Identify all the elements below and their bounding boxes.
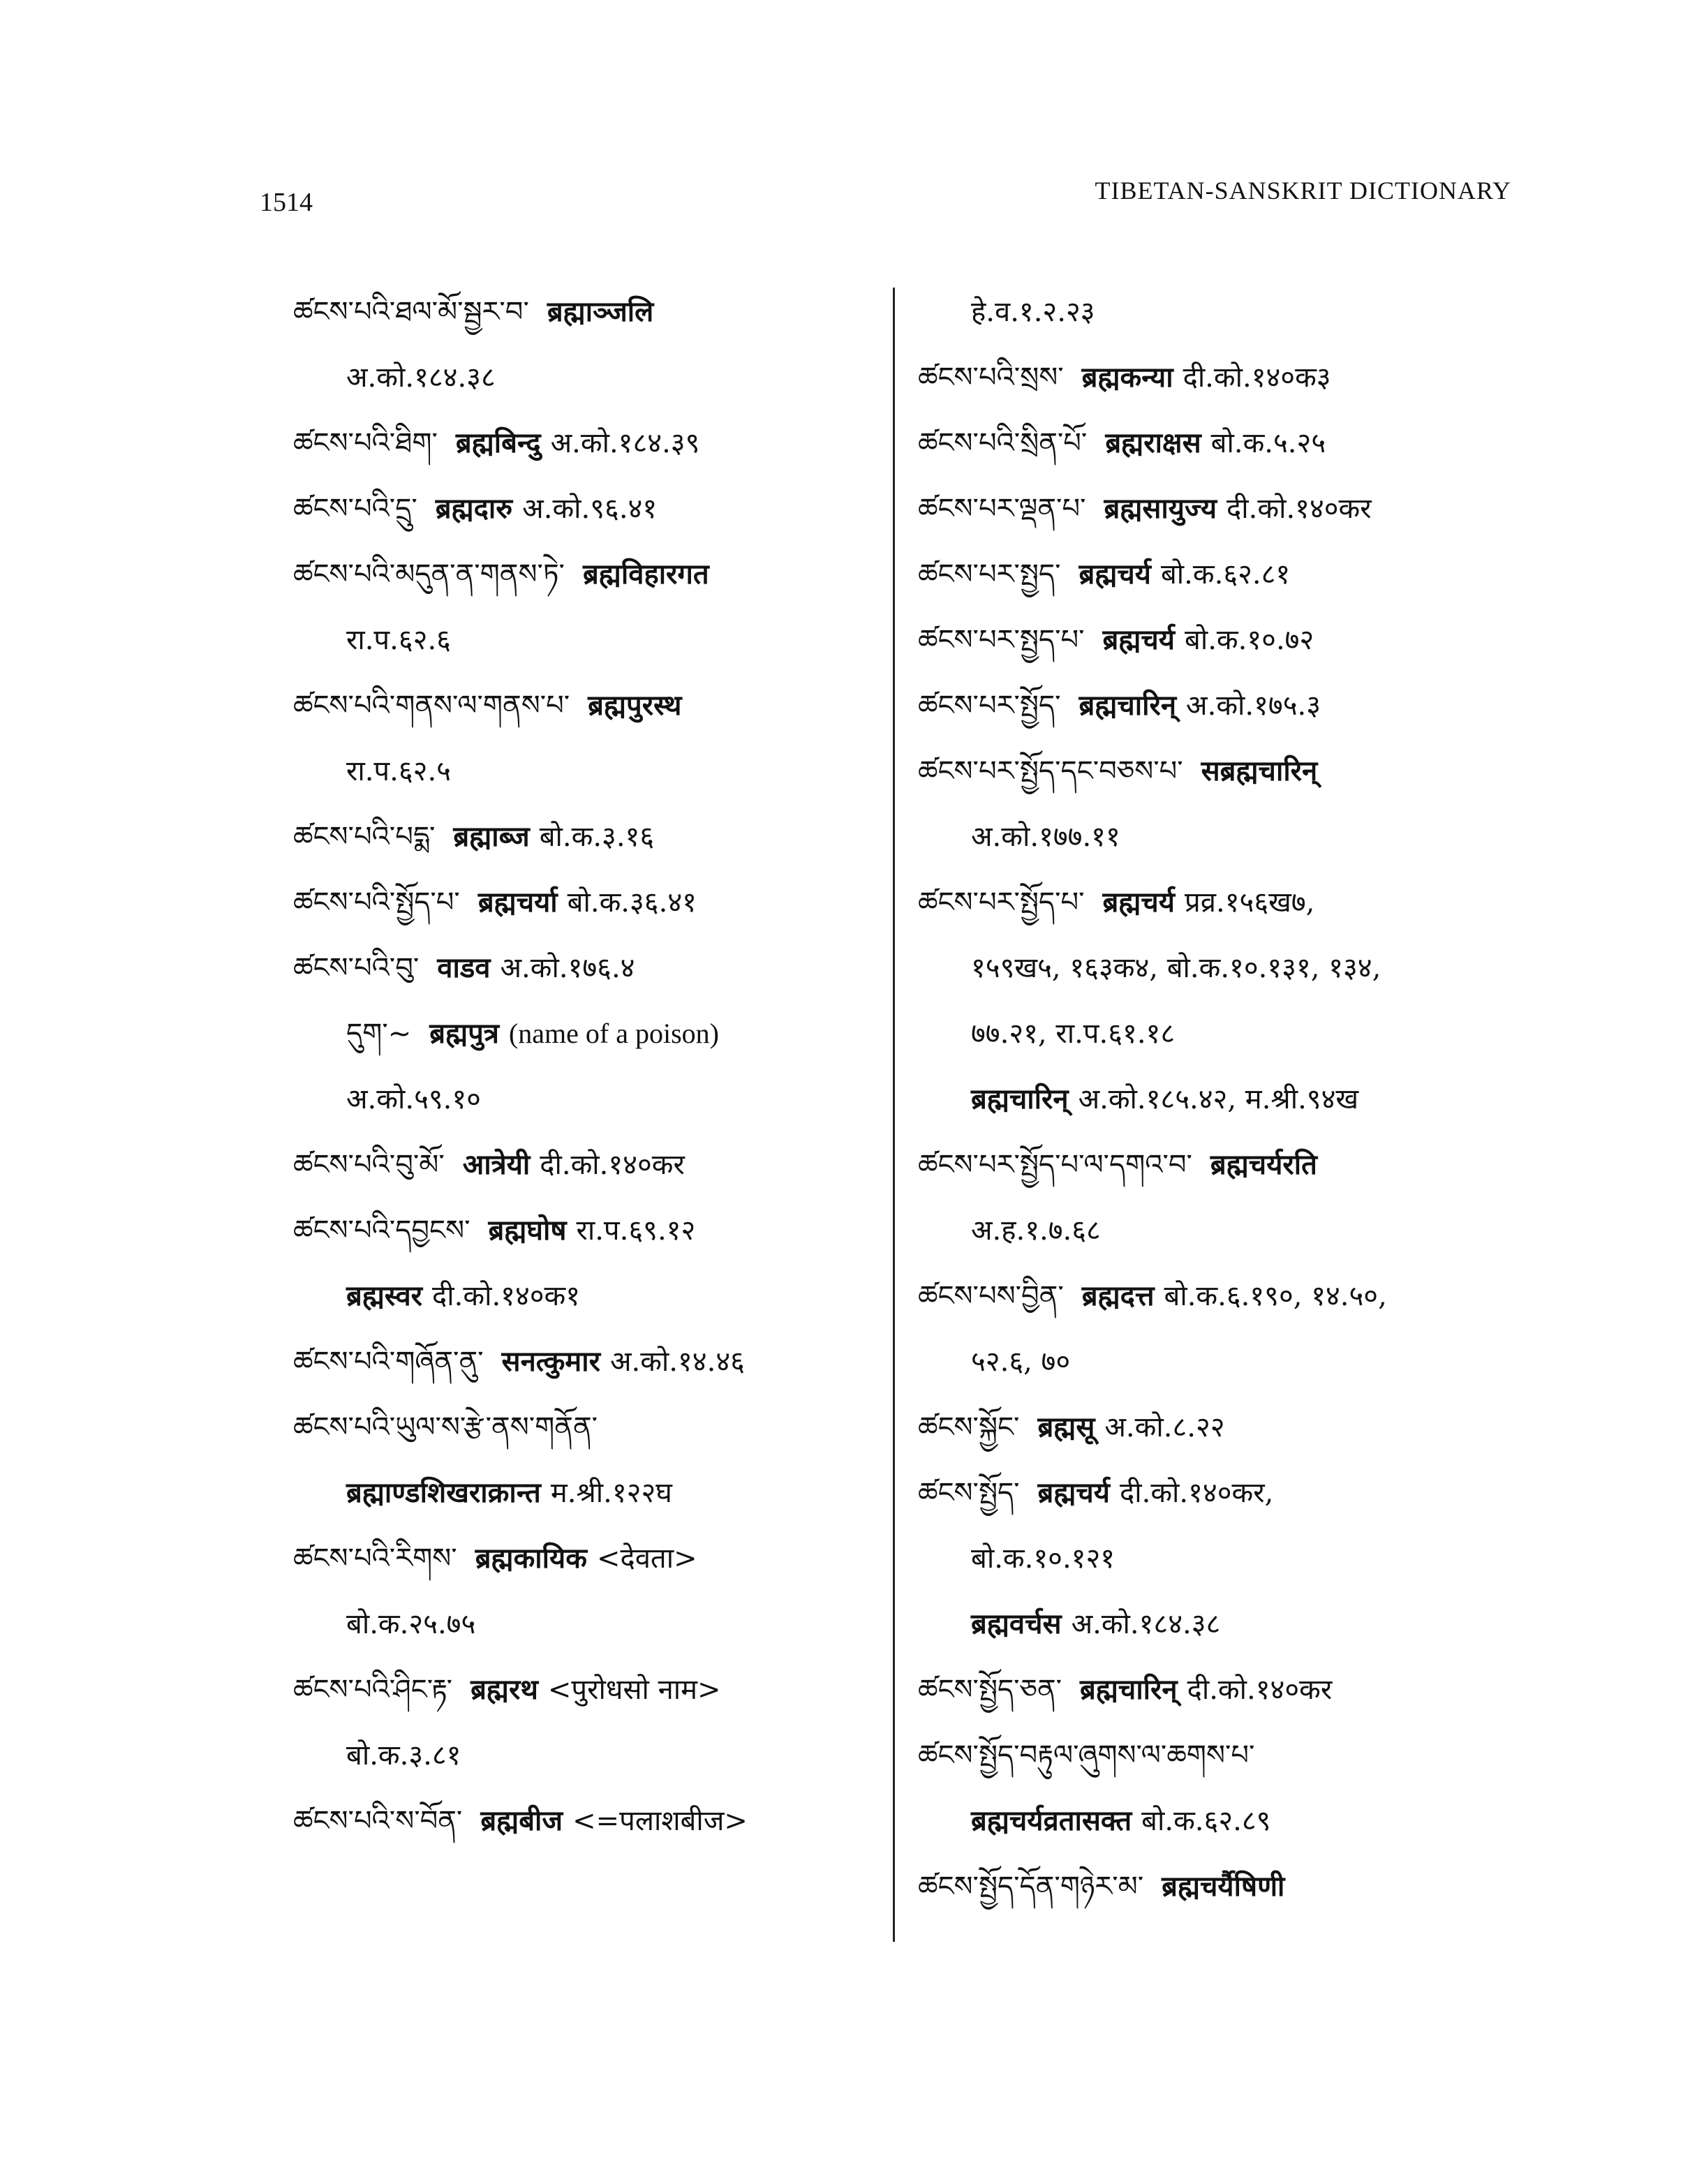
sanskrit-equivalent: ब्रह्मपुत्र <box>429 1017 499 1050</box>
dictionary-entry <box>918 1395 1532 1460</box>
sanskrit-equivalent: ब्रह्मबिन्दु <box>455 426 541 459</box>
entry-line <box>293 1001 894 1067</box>
entry-line <box>293 1788 894 1854</box>
source-reference: बो.क.३६.४१ <box>567 886 697 919</box>
sanskrit-equivalent: ब्रह्मदारु <box>435 492 513 525</box>
sanskrit-equivalent: ब्रह्मघोष <box>488 1214 567 1247</box>
entry-line <box>293 935 894 1001</box>
entry-line <box>293 1198 894 1263</box>
tibetan-headword: ཚངས་པའི་བུ་མོ་ <box>293 1149 445 1181</box>
sanskrit-equivalent: ब्रह्मचर्यरति <box>1210 1148 1317 1181</box>
tibetan-headword: ཚངས་པའི་གནས་ལ་གནས་པ་ <box>293 690 570 722</box>
dictionary-entry <box>918 1854 1532 1919</box>
tibetan-headword: ཚངས་པའི་རིགས་ <box>293 1543 457 1575</box>
source-reference: बो.क.१०.७२ <box>1185 624 1314 656</box>
entry-line <box>918 1395 1532 1460</box>
sanskrit-equivalent: ब्रह्मरथ <box>470 1673 538 1706</box>
source-reference: <पुरोधसो नाम> <box>547 1674 721 1706</box>
entry-line <box>293 804 894 870</box>
source-reference: <=पलाशबीज> <box>572 1805 748 1837</box>
entry-line <box>293 1591 894 1657</box>
source-reference: रा.प.६२.५ <box>346 755 451 787</box>
source-reference: दी.को.१४०कर <box>1187 1674 1333 1706</box>
source-reference: अ.को.१७७.११ <box>971 821 1120 853</box>
tibetan-headword: ཚངས་པའི་ཤིང་རྟ་ <box>293 1674 453 1706</box>
entry-line <box>918 542 1532 607</box>
entry-line <box>918 279 1532 345</box>
entry-line <box>918 410 1532 476</box>
source-reference: अ.ह.१.७.६८ <box>971 1214 1101 1247</box>
tibetan-headword: ཚངས་པའི་བུ་ <box>293 952 420 984</box>
source-reference: (name of a poison) <box>508 1018 719 1049</box>
dictionary-entry <box>918 410 1532 476</box>
running-head: TIBETAN-SANSKRIT DICTIONARY <box>1095 177 1511 205</box>
entry-line <box>293 1657 894 1723</box>
tibetan-headword: ཚངས་པའི་ཐིག་ <box>293 427 438 459</box>
tibetan-headword: ཚངས་པར་སྤྱོད་པ་ལ་དགའ་བ་ <box>918 1149 1192 1181</box>
tibetan-headword: ཚངས་སྐྱོང་ <box>918 1411 1020 1443</box>
sanskrit-equivalent: ब्रह्मचारिन् <box>1080 1673 1178 1706</box>
sanskrit-equivalent: ब्रह्मसायुज्य <box>1104 492 1217 525</box>
dictionary-entry <box>293 1329 894 1395</box>
entry-line <box>918 1591 1532 1657</box>
entry-line <box>918 1198 1532 1263</box>
dictionary-entry <box>918 1723 1532 1854</box>
entry-line <box>293 1460 894 1526</box>
dictionary-entry <box>293 804 894 870</box>
entry-line <box>918 1526 1532 1591</box>
tibetan-headword: ཚངས་སྤྱོད་བརྟུལ་ཞུགས་ལ་ཆགས་པ་ <box>918 1739 1255 1771</box>
source-reference: अ.को.५९.१० <box>346 1083 481 1115</box>
sanskrit-equivalent: ब्रह्मदत्त <box>1081 1279 1155 1312</box>
sanskrit-equivalent: आत्रेयी <box>462 1148 531 1181</box>
dictionary-entry <box>918 345 1532 410</box>
right-column <box>918 279 1532 1919</box>
tibetan-headword: ཚངས་པའི་དྲུ་ <box>293 493 417 525</box>
entry-line <box>918 1001 1532 1067</box>
source-reference: बो.क.२५.७५ <box>346 1608 476 1640</box>
sanskrit-equivalent: ब्रह्मकायिक <box>475 1542 587 1575</box>
entry-line <box>918 1723 1532 1788</box>
dictionary-entry <box>293 1395 894 1526</box>
sanskrit-equivalent: ब्रह्मचर्या <box>477 886 558 919</box>
dictionary-entry <box>293 1788 894 1854</box>
entry-line <box>293 542 894 607</box>
tibetan-headword: ཚངས་པའི་གཞོན་ནུ་ <box>293 1346 484 1378</box>
sanskrit-equivalent: ब्रह्मराक्षस <box>1105 426 1201 459</box>
source-reference: बो.क.५.२५ <box>1210 427 1326 459</box>
tibetan-headword: ཚངས་པར་ལྡན་པ་ <box>918 493 1086 525</box>
entry-line <box>293 1526 894 1591</box>
entry-line <box>293 279 894 345</box>
source-reference: दी.को.१४०कर <box>540 1149 685 1181</box>
sanskrit-equivalent: वाडव <box>437 951 491 984</box>
source-reference: दी.को.१४०कर <box>1226 493 1372 525</box>
tibetan-headword: དུག་~ <box>346 1018 412 1050</box>
sanskrit-equivalent: ब्रह्मचर्य <box>1102 623 1176 656</box>
entry-line <box>918 1263 1532 1329</box>
entry-line <box>293 870 894 935</box>
source-reference: बो.क.३.८१ <box>346 1739 461 1771</box>
sanskrit-equivalent: ब्रह्मचारिन् <box>1079 689 1177 722</box>
entry-line <box>918 1460 1532 1526</box>
sanskrit-equivalent: ब्रह्मचर्यव्रतासक्त <box>971 1804 1132 1837</box>
source-reference: अ.को.१४.४६ <box>609 1346 745 1378</box>
dictionary-entry <box>293 279 894 410</box>
sanskrit-equivalent: सब्रह्मचारिन् <box>1201 755 1318 787</box>
dictionary-entry <box>293 935 894 1132</box>
entry-line <box>918 345 1532 410</box>
page-number: 1514 <box>260 188 313 217</box>
source-reference: अ.को.१७५.३ <box>1186 690 1321 722</box>
tibetan-headword: ཚངས་སྤྱོད་ཅན་ <box>918 1674 1062 1706</box>
sanskrit-equivalent: ब्रह्मचर्यैषिणी <box>1162 1870 1285 1903</box>
dictionary-entry <box>918 673 1532 738</box>
tibetan-headword: ཚངས་པར་སྤྱད་པ་ <box>918 624 1085 656</box>
dictionary-entry <box>293 870 894 935</box>
source-reference: अ.को.१७६.४ <box>500 952 635 984</box>
dictionary-entry <box>918 607 1532 673</box>
entry-line <box>918 607 1532 673</box>
source-reference: <देवता> <box>596 1543 697 1575</box>
entry-line <box>918 476 1532 542</box>
source-reference: बो.क.१०.१२१ <box>971 1543 1115 1575</box>
dictionary-entry <box>293 1657 894 1788</box>
entry-line <box>918 1067 1532 1132</box>
entry-line <box>293 1263 894 1329</box>
dictionary-entry <box>918 1132 1532 1263</box>
tibetan-headword: ཚངས་པར་སྤྱད་ <box>918 558 1061 590</box>
tibetan-headword: ཚངས་པའི་སྤྱོད་པ་ <box>293 886 460 919</box>
source-reference: अ.को.९६.४१ <box>522 493 658 525</box>
entry-line <box>293 1132 894 1198</box>
entry-line <box>918 870 1532 935</box>
dictionary-entry <box>918 1460 1532 1657</box>
source-reference: अ.को.८.२२ <box>1104 1411 1225 1443</box>
entry-line <box>918 673 1532 738</box>
dictionary-entry <box>293 1526 894 1657</box>
source-reference: रा.प.६९.१२ <box>576 1214 696 1247</box>
entry-line <box>918 1657 1532 1723</box>
sanskrit-equivalent: ब्रह्मवर्चस <box>971 1607 1062 1640</box>
sanskrit-equivalent: सनत्कुमार <box>501 1345 600 1378</box>
dictionary-entry <box>918 542 1532 607</box>
sanskrit-equivalent: ब्रह्मचर्य <box>1037 1476 1111 1509</box>
source-reference: हे.व.१.२.२३ <box>971 296 1095 328</box>
sanskrit-equivalent: ब्रह्मचर्य <box>1102 886 1176 919</box>
tibetan-headword: ཚངས་པར་སྤྱོད་ <box>918 690 1061 722</box>
entry-line <box>918 738 1532 804</box>
tibetan-headword: ཚངས་སྤྱོད་དོན་གཉེར་མ་ <box>918 1871 1144 1903</box>
tibetan-headword: ཚངས་སྤྱོད་ <box>918 1477 1020 1509</box>
entry-line <box>293 1067 894 1132</box>
sanskrit-equivalent: ब्रह्मसू <box>1037 1411 1095 1443</box>
sanskrit-equivalent: ब्रह्मविहारगत <box>582 558 709 590</box>
dictionary-entry <box>918 1263 1532 1395</box>
entry-line <box>293 476 894 542</box>
tibetan-headword: ཚངས་པའི་ཡུལ་ས་རྩེ་ནས་གནོན་ <box>293 1411 598 1443</box>
source-reference: अ.को.१८४.३८ <box>1071 1608 1221 1640</box>
source-reference: रा.प.६२.६ <box>346 624 451 656</box>
source-reference: दी.को.१४०क३ <box>1183 362 1331 394</box>
source-reference: दी.को.१४०कर, <box>1120 1477 1274 1509</box>
source-reference: ५२.६, ७० <box>971 1346 1071 1378</box>
sanskrit-equivalent: ब्रह्मचर्य <box>1079 558 1151 590</box>
tibetan-headword: ཚངས་པའི་སྲིན་པོ་ <box>918 427 1088 459</box>
entry-line <box>293 410 894 476</box>
sanskrit-equivalent: ब्रह्मकन्या <box>1081 361 1173 394</box>
dictionary-entry <box>293 542 894 673</box>
source-reference: अ.को.१८४.३९ <box>550 427 700 459</box>
tibetan-headword: ཚངས་པའི་པདྨ་ <box>293 821 436 853</box>
entry-line <box>293 1723 894 1788</box>
source-reference: अ.को.१८४.३८ <box>346 362 496 394</box>
source-reference: बो.क.६२.८९ <box>1141 1805 1271 1837</box>
dictionary-entry <box>293 1198 894 1329</box>
entry-line <box>918 804 1532 870</box>
source-reference: दी.को.१४०क१ <box>432 1280 581 1312</box>
dictionary-entry <box>293 410 894 476</box>
entry-line <box>293 1395 894 1460</box>
sanskrit-equivalent: ब्रह्मबीज <box>480 1804 563 1837</box>
tibetan-headword: ཚངས་པའི་ས་བོན་ <box>293 1805 463 1837</box>
tibetan-headword: ཚངས་པའི་དབྱངས་ <box>293 1214 470 1247</box>
dictionary-entry <box>293 1132 894 1198</box>
sanskrit-equivalent: ब्रह्माञ्जलि <box>547 295 654 328</box>
dictionary-entry <box>918 1657 1532 1723</box>
left-column <box>293 279 894 1854</box>
tibetan-headword: ཚངས་པའི་ཐལ་མོ་སྦྱར་བ་ <box>293 296 529 328</box>
entry-line <box>293 673 894 738</box>
dictionary-entry <box>918 870 1532 1132</box>
tibetan-headword: ཚངས་པར་སྤྱོད་པ་ <box>918 886 1085 919</box>
sanskrit-equivalent: ब्रह्मचारिन् <box>971 1083 1069 1115</box>
entry-line <box>918 1329 1532 1395</box>
dictionary-entry <box>918 738 1532 870</box>
source-reference: अ.को.१८५.४२, म.श्री.९४ख <box>1078 1083 1359 1115</box>
entry-line <box>293 607 894 673</box>
dictionary-entry <box>918 279 1532 345</box>
source-reference: बो.क.६२.८१ <box>1160 558 1291 590</box>
entry-line <box>293 738 894 804</box>
source-reference: म.श्री.१२२घ <box>550 1477 672 1509</box>
tibetan-headword: ཚངས་པའི་སྲས་ <box>918 362 1064 394</box>
dictionary-entry <box>918 476 1532 542</box>
source-reference: प्रव्र.१५६ख७, <box>1185 886 1315 919</box>
entry-line <box>293 345 894 410</box>
entry-line <box>918 935 1532 1001</box>
entry-line <box>918 1788 1532 1854</box>
entry-line <box>918 1132 1532 1198</box>
sanskrit-equivalent: ब्रह्माब्ज <box>453 820 530 853</box>
sanskrit-equivalent: ब्रह्माण्डशिखराक्रान्त <box>346 1476 541 1509</box>
source-reference: १५९ख५, १६३क४, बो.क.१०.१३१, १३४, <box>971 952 1381 984</box>
sanskrit-equivalent: ब्रह्मस्वर <box>346 1279 423 1312</box>
entry-line <box>918 1854 1532 1919</box>
source-reference: ७७.२१, रा.प.६१.१८ <box>971 1018 1176 1050</box>
tibetan-headword: ཚངས་པའི་མདུན་ན་གནས་ཏེ་ <box>293 558 565 590</box>
source-reference: बो.क.६.१९०, १४.५०, <box>1164 1280 1387 1312</box>
dictionary-entry <box>293 673 894 804</box>
source-reference: बो.क.३.१६ <box>539 821 655 853</box>
entry-line <box>293 1329 894 1395</box>
tibetan-headword: ཚངས་པས་བྱིན་ <box>918 1280 1064 1312</box>
tibetan-headword: ཚངས་པར་སྤྱོད་དང་བཅས་པ་ <box>918 755 1183 787</box>
sanskrit-equivalent: ब्रह्मपुरस्थ <box>588 689 682 722</box>
dictionary-entry <box>293 476 894 542</box>
